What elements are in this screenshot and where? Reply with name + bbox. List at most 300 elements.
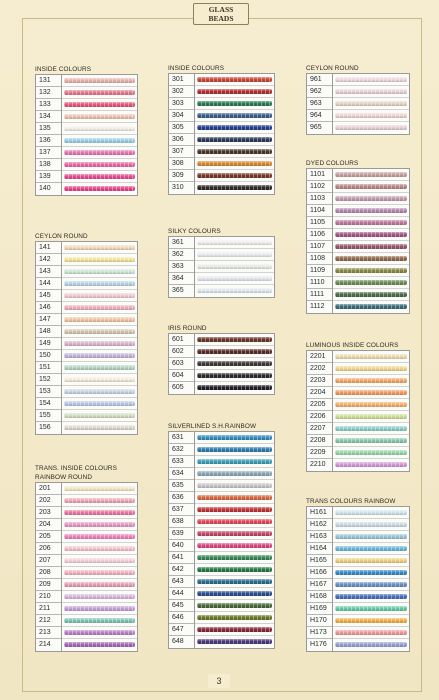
bead-strand: [197, 615, 272, 620]
swatch-table: [306, 168, 410, 314]
bead-code: 631: [169, 432, 194, 444]
bead-swatch: [62, 615, 137, 627]
bead-swatch: [195, 134, 274, 146]
bead-code: 156: [39, 424, 51, 431]
bead-swatch: [333, 193, 409, 205]
bead-strand: [197, 373, 272, 378]
bead-code: H169: [307, 603, 332, 615]
bead-strand: [64, 413, 135, 418]
bead-strand: [64, 293, 135, 298]
bead-strand: [64, 594, 135, 599]
section-title: SILVERLINED S.H.RAINBOW: [168, 423, 257, 430]
bead-swatch: [333, 241, 409, 253]
bead-code: 152: [36, 374, 61, 386]
bead-swatch: [195, 516, 274, 528]
bead-swatch: [333, 543, 409, 555]
bead-swatch: [333, 98, 409, 110]
bead-strand: [64, 534, 135, 539]
bead-swatch: [333, 507, 409, 519]
bead-code: H161: [307, 507, 332, 519]
bead-swatch: [62, 639, 137, 651]
bead-strand: [197, 495, 272, 500]
bead-code: 303: [169, 98, 194, 110]
bead-swatch: [195, 122, 274, 134]
bead-code: 207: [36, 555, 61, 567]
bead-strand: [197, 240, 272, 245]
bead-code: 136: [36, 135, 61, 147]
section-title: INSIDE COLOURS: [168, 65, 225, 72]
bead-strand: [197, 288, 272, 293]
bead-swatch: [62, 87, 137, 99]
bead-strand: [64, 245, 135, 250]
bead-swatch: [62, 75, 137, 87]
bead-strand: [64, 570, 135, 575]
bead-code: 601: [169, 334, 194, 346]
bead-strand: [197, 337, 272, 342]
bead-code: 2206: [307, 411, 332, 423]
bead-swatch: [195, 528, 274, 540]
bead-strand: [335, 450, 407, 455]
bead-strand: [64, 582, 135, 587]
bead-code: 140: [39, 185, 51, 192]
bead-swatch: [195, 624, 274, 636]
bead-swatch: [195, 370, 274, 382]
bead-code: 206: [36, 543, 61, 555]
bead-swatch: [62, 135, 137, 147]
bead-strand: [335, 268, 407, 273]
bead-swatch: [195, 74, 274, 86]
section-title: TRANS COLOURS RAINBOW: [306, 498, 396, 505]
bead-strand: [64, 642, 135, 647]
bead-code: 201: [36, 483, 61, 495]
bead-code: 632: [169, 444, 194, 456]
bead-strand: [197, 555, 272, 560]
bead-code: 2207: [307, 423, 332, 435]
bead-strand: [64, 546, 135, 551]
bead-swatch: [195, 588, 274, 600]
bead-strand: [197, 137, 272, 142]
section-luminous-inside-colours: [306, 341, 410, 472]
bead-swatch: [62, 591, 137, 603]
bead-swatch: [333, 459, 409, 471]
section-title: CEYLON ROUND: [35, 233, 88, 240]
bead-swatch: [195, 504, 274, 516]
bead-code: 154: [36, 398, 61, 410]
bead-strand: [64, 486, 135, 491]
bead-strand: [335, 594, 407, 599]
bead-strand: [64, 257, 135, 262]
bead-swatch: [195, 492, 274, 504]
bead-swatch: [195, 334, 274, 346]
bead-strand: [197, 519, 272, 524]
bead-swatch: [62, 410, 137, 422]
bead-code: 151: [36, 362, 61, 374]
bead-strand: [335, 618, 407, 623]
bead-swatch: [333, 435, 409, 447]
bead-strand: [335, 606, 407, 611]
bead-strand: [335, 438, 407, 443]
bead-strand: [197, 603, 272, 608]
bead-swatch: [333, 639, 409, 651]
bead-code: 213: [36, 627, 61, 639]
bead-code: 963: [307, 98, 332, 110]
bead-code: H173: [307, 627, 332, 639]
bead-code: 203: [36, 507, 61, 519]
section-title: TRANS. INSIDE COLOURS: [35, 465, 117, 472]
bead-code: H166: [307, 567, 332, 579]
bead-code: H165: [307, 555, 332, 567]
bead-code: H163: [307, 531, 332, 543]
bead-swatch: [62, 519, 137, 531]
bead-swatch: [195, 636, 274, 648]
bead-code: 153: [36, 386, 61, 398]
bead-code: 647: [169, 624, 194, 636]
bead-swatch: [62, 495, 137, 507]
bead-swatch: [62, 242, 137, 254]
bead-strand: [197, 161, 272, 166]
bead-code: 139: [36, 171, 61, 183]
bead-strand: [197, 264, 272, 269]
section-title: DYED COLOURS: [306, 160, 359, 167]
bead-strand: [197, 639, 272, 644]
bead-swatch: [62, 159, 137, 171]
bead-strand: [197, 483, 272, 488]
bead-swatch: [195, 346, 274, 358]
bead-swatch: [62, 290, 137, 302]
bead-swatch: [62, 567, 137, 579]
bead-swatch: [195, 273, 274, 285]
bead-code: 965: [310, 124, 322, 131]
header-line-2: BEADS: [208, 13, 234, 23]
bead-strand: [335, 414, 407, 419]
bead-strand: [64, 558, 135, 563]
bead-swatch: [62, 386, 137, 398]
bead-code: 361: [169, 237, 194, 249]
swatch-table: [306, 73, 410, 135]
bead-swatch: [62, 123, 137, 135]
bead-swatch: [195, 456, 274, 468]
bead-swatch: [62, 483, 137, 495]
bead-code: 144: [36, 278, 61, 290]
bead-swatch: [195, 444, 274, 456]
bead-strand: [197, 447, 272, 452]
bead-swatch: [62, 627, 137, 639]
bead-code: H170: [307, 615, 332, 627]
bead-code: H162: [307, 519, 332, 531]
section-title: SILKY COLOURS: [168, 228, 221, 235]
bead-code: 202: [36, 495, 61, 507]
bead-swatch: [333, 301, 409, 313]
bead-code: 149: [36, 338, 61, 350]
bead-strand: [335, 196, 407, 201]
bead-code: 642: [169, 564, 194, 576]
bead-code: 304: [169, 110, 194, 122]
bead-strand: [335, 354, 407, 359]
bead-strand: [335, 304, 407, 309]
bead-code: 604: [169, 370, 194, 382]
section-iris-round: [168, 324, 275, 395]
bead-swatch: [333, 519, 409, 531]
bead-strand: [335, 256, 407, 261]
bead-strand: [64, 510, 135, 515]
bead-strand: [197, 361, 272, 366]
bead-swatch: [62, 302, 137, 314]
bead-code: 605: [172, 384, 184, 391]
bead-strand: [197, 435, 272, 440]
bead-swatch: [333, 205, 409, 217]
bead-strand: [64, 162, 135, 167]
bead-code: 145: [36, 290, 61, 302]
bead-swatch: [62, 266, 137, 278]
bead-code: 305: [169, 122, 194, 134]
bead-strand: [197, 125, 272, 130]
bead-code: 148: [36, 326, 61, 338]
bead-strand: [197, 471, 272, 476]
bead-code: 633: [169, 456, 194, 468]
bead-code: 211: [36, 603, 61, 615]
bead-swatch: [333, 423, 409, 435]
bead-code: 143: [36, 266, 61, 278]
bead-code: 1105: [307, 217, 332, 229]
bead-strand: [64, 90, 135, 95]
bead-strand: [64, 353, 135, 358]
bead-code: 635: [169, 480, 194, 492]
bead-strand: [64, 522, 135, 527]
bead-swatch: [195, 86, 274, 98]
bead-strand: [64, 341, 135, 346]
swatch-table: [35, 74, 138, 196]
bead-swatch: [333, 277, 409, 289]
page-header: [193, 3, 249, 25]
bead-code: H167: [307, 579, 332, 591]
bead-code: 634: [169, 468, 194, 480]
bead-swatch: [195, 600, 274, 612]
bead-swatch: [333, 363, 409, 375]
bead-code: 1112: [310, 303, 325, 310]
bead-code: 133: [36, 99, 61, 111]
bead-strand: [335, 172, 407, 177]
bead-swatch: [195, 261, 274, 273]
bead-swatch: [333, 265, 409, 277]
bead-strand: [64, 425, 135, 430]
bead-code: 1110: [307, 277, 332, 289]
bead-code: 602: [169, 346, 194, 358]
bead-strand: [197, 113, 272, 118]
bead-strand: [64, 269, 135, 274]
bead-swatch: [333, 579, 409, 591]
bead-code: 2201: [307, 351, 332, 363]
bead-strand: [197, 252, 272, 257]
bead-strand: [197, 149, 272, 154]
bead-strand: [335, 113, 407, 118]
bead-strand: [197, 507, 272, 512]
bead-code: 1109: [307, 265, 332, 277]
bead-strand: [335, 522, 407, 527]
header-line-1: GLASS: [208, 5, 234, 14]
bead-swatch: [62, 350, 137, 362]
bead-swatch: [62, 398, 137, 410]
section-ceylon-round-1: [306, 64, 410, 135]
bead-swatch: [195, 285, 274, 297]
bead-swatch: [195, 98, 274, 110]
bead-swatch: [333, 567, 409, 579]
bead-swatch: [195, 564, 274, 576]
bead-swatch: [195, 358, 274, 370]
swatch-table: [168, 431, 275, 649]
bead-code: 204: [36, 519, 61, 531]
bead-swatch: [62, 183, 137, 195]
bead-swatch: [62, 338, 137, 350]
bead-strand: [64, 618, 135, 623]
bead-strand: [335, 232, 407, 237]
bead-code: 309: [169, 170, 194, 182]
bead-strand: [64, 150, 135, 155]
bead-code: 205: [36, 531, 61, 543]
bead-strand: [335, 89, 407, 94]
bead-strand: [64, 389, 135, 394]
bead-strand: [335, 630, 407, 635]
bead-swatch: [333, 555, 409, 567]
bead-swatch: [195, 576, 274, 588]
bead-code: 646: [169, 612, 194, 624]
bead-swatch: [62, 147, 137, 159]
bead-code: 364: [169, 273, 194, 285]
bead-strand: [335, 220, 407, 225]
bead-code: 214: [39, 641, 51, 648]
bead-code: 307: [169, 146, 194, 158]
bead-swatch: [333, 399, 409, 411]
bead-code: 155: [36, 410, 61, 422]
bead-strand: [335, 510, 407, 515]
bead-strand: [335, 378, 407, 383]
bead-swatch: [333, 122, 409, 134]
bead-code: 138: [36, 159, 61, 171]
bead-strand: [64, 329, 135, 334]
bead-code: 212: [36, 615, 61, 627]
bead-code: 1101: [307, 169, 332, 181]
bead-swatch: [195, 382, 274, 394]
section-inside-colours-2: [168, 64, 275, 195]
section-title: CEYLON ROUND: [306, 65, 359, 72]
bead-strand: [64, 401, 135, 406]
bead-strand: [335, 534, 407, 539]
bead-strand: [335, 642, 407, 647]
bead-strand: [335, 244, 407, 249]
bead-strand: [197, 459, 272, 464]
bead-strand: [197, 531, 272, 536]
bead-strand: [335, 292, 407, 297]
bead-code: 1111: [307, 289, 332, 301]
bead-swatch: [333, 375, 409, 387]
bead-swatch: [333, 253, 409, 265]
bead-swatch: [195, 249, 274, 261]
section-title: LUMINOUS INSIDE COLOURS: [306, 342, 399, 349]
bead-code: 209: [36, 579, 61, 591]
bead-code: 142: [36, 254, 61, 266]
bead-code: 147: [36, 314, 61, 326]
bead-strand: [335, 101, 407, 106]
bead-strand: [335, 426, 407, 431]
bead-swatch: [333, 531, 409, 543]
bead-code: 603: [169, 358, 194, 370]
bead-strand: [197, 89, 272, 94]
bead-strand: [197, 101, 272, 106]
bead-code: 1103: [307, 193, 332, 205]
bead-strand: [197, 185, 272, 190]
bead-strand: [64, 281, 135, 286]
bead-code: H164: [307, 543, 332, 555]
bead-swatch: [62, 507, 137, 519]
bead-code: 150: [36, 350, 61, 362]
bead-code: 2210: [310, 461, 326, 468]
bead-swatch: [195, 182, 274, 194]
bead-strand: [335, 570, 407, 575]
bead-code: 962: [307, 86, 332, 98]
swatch-table: [168, 73, 275, 195]
bead-strand: [335, 582, 407, 587]
bead-code: 141: [36, 242, 61, 254]
bead-strand: [64, 174, 135, 179]
bead-swatch: [195, 540, 274, 552]
section-title-line-2: RAINBOW ROUND: [35, 474, 93, 481]
bead-code: 134: [36, 111, 61, 123]
bead-swatch: [195, 170, 274, 182]
bead-code: 301: [169, 74, 194, 86]
bead-swatch: [195, 158, 274, 170]
bead-code: 645: [169, 600, 194, 612]
bead-swatch: [333, 229, 409, 241]
bead-swatch: [333, 603, 409, 615]
bead-code: 137: [36, 147, 61, 159]
bead-code: 644: [169, 588, 194, 600]
bead-code: 208: [36, 567, 61, 579]
bead-swatch: [62, 362, 137, 374]
bead-code: 210: [36, 591, 61, 603]
bead-swatch: [195, 110, 274, 122]
section-trans-inside-colours-rainbow-round: [35, 464, 138, 652]
bead-swatch: [195, 612, 274, 624]
section-trans-colours-rainbow: [306, 497, 410, 652]
bead-swatch: [333, 591, 409, 603]
bead-code: 648: [172, 638, 184, 645]
bead-code: 641: [169, 552, 194, 564]
bead-code: 637: [169, 504, 194, 516]
section-silky-colours: [168, 227, 275, 298]
swatch-table: [168, 333, 275, 395]
bead-strand: [197, 579, 272, 584]
bead-code: 132: [36, 87, 61, 99]
bead-code: 1108: [307, 253, 332, 265]
bead-code: 2205: [307, 399, 332, 411]
bead-swatch: [62, 531, 137, 543]
bead-code: 1107: [307, 241, 332, 253]
bead-swatch: [62, 422, 137, 434]
bead-swatch: [195, 480, 274, 492]
bead-strand: [197, 385, 272, 390]
section-inside-colours-1: [35, 65, 138, 196]
bead-strand: [335, 462, 407, 467]
bead-code: 2208: [307, 435, 332, 447]
bead-code: 639: [169, 528, 194, 540]
bead-strand: [64, 186, 135, 191]
bead-code: 363: [169, 261, 194, 273]
bead-strand: [64, 102, 135, 107]
bead-code: H176: [310, 641, 327, 648]
bead-code: 1106: [307, 229, 332, 241]
bead-strand: [335, 280, 407, 285]
bead-strand: [197, 567, 272, 572]
bead-code: 306: [169, 134, 194, 146]
